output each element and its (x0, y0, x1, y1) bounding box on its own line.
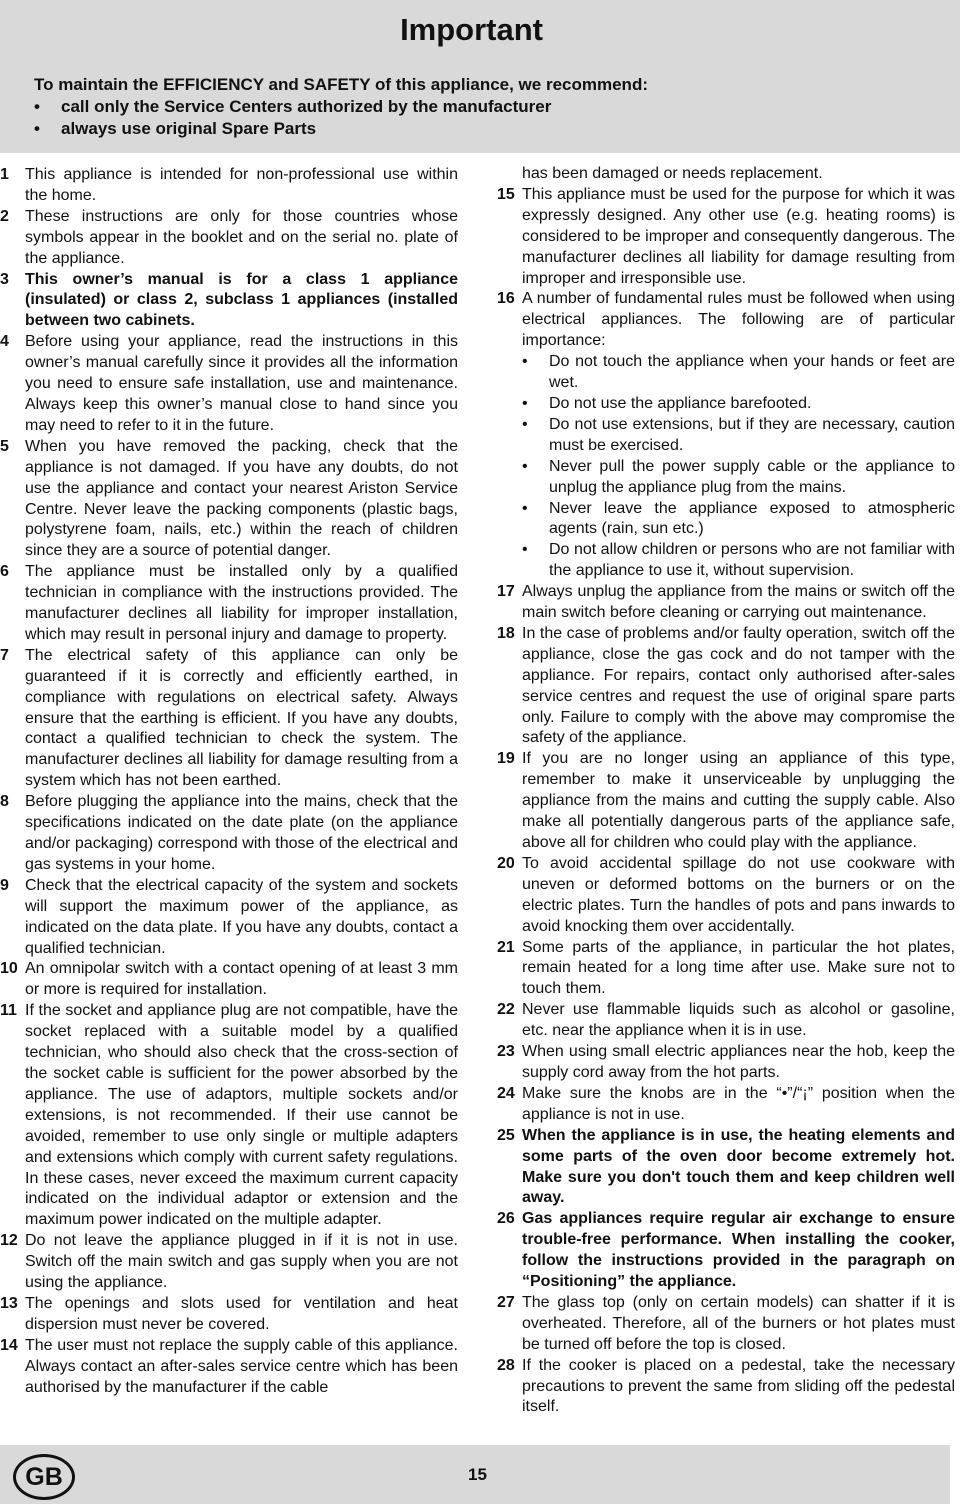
list-item: 17 Always unplug the appliance from the mains or switch off the main switch before cleaning or carrying out maintenance. (497, 583, 955, 622)
list-item: 25 When the appliance is in use, the heating elements and some parts of the oven door become extremely hot. Make sure you don't touch them and keep children well away. (497, 1126, 955, 1207)
list-item: 20 To avoid accidental spillage do not use cookware with uneven or deformed bottoms on the burners or on the electric plates. Turn the handles of pots and pans inwards to avoid knocking them over accidentally. (497, 854, 955, 935)
list-item: 12 Do not leave the appliance plugged in if it is not in use. Switch off the main switch and gas supply when you are not using the appliance. (0, 1232, 458, 1292)
sub-list-item: • Do not allow children or persons who are not familiar with the appliance to use it, without supervision. (522, 541, 955, 580)
bullet-icon: • (522, 353, 528, 371)
sub-list (497, 352, 955, 582)
list-item: 26 Gas appliances require regular air exchange to ensure trouble-free performance. When installing the cooker, follow the instructions provided in the paragraph on “Positioning” the appliance. (497, 1210, 955, 1291)
page-title: Important (400, 12, 543, 47)
list-item-continuation: has been damaged or needs replacement. (522, 165, 823, 182)
list-item: 15 This appliance must be used for the purpose for which it was expressly designed. Any other use (e.g. heating rooms) is considered to be improper and consequently dangerous. The manufacturer declines all liability for damage resulting from improper and irresponsible use. (497, 185, 955, 287)
intro-bullets (34, 96, 960, 140)
page-number: 15 (468, 1465, 487, 1484)
list-item: 5 When you have removed the packing, check that the appliance is not damaged. If you have any doubts, do not use the appliance and contact your nearest Ariston Service Centre. Never leave the packing components (plastic bags, polystyrene foam, nails, etc.) within the reach of children since they are a source of potential danger. (0, 437, 458, 560)
intro-heading: To maintain the EFFICIENCY and SAFETY of this appliance, we recommend: (34, 75, 648, 94)
intro-bullet: • always use original Spare Parts (34, 119, 317, 138)
bullet-icon: • (522, 415, 528, 433)
sub-list-item: • Do not use extensions, but if they are necessary, caution must be exercised. (522, 415, 955, 454)
list-item: 1 This appliance is intended for non-professional use within the home. (0, 166, 458, 204)
bullet-icon: • (522, 541, 528, 559)
list-item: 21 Some parts of the appliance, in particular the hot plates, remain heated for a long time after use. Make sure not to touch them. (497, 938, 955, 998)
bullet-icon: • (522, 394, 528, 412)
sub-list-item: • Do not use the appliance barefooted. (497, 394, 955, 415)
list-item: 19 If you are no longer using an appliance of this type, remember to make it unserviceable by unplugging the appliance from the mains and cutting the supply cable. Also make all potentially dangerous parts of the appliance safe, above all for children who could play with the appliance. (497, 750, 955, 851)
list-item: 18 In the case of problems and/or faulty operation, switch off the appliance, close the gas cock and do not tamper with the appliance. For repairs, contact only authorised after-sales service centres and request the use of original spare parts only. Failure to comply with the above may compromise the safety of the appliance. (497, 624, 955, 747)
intro-box (0, 57, 960, 153)
list-item: 24 Make sure the knobs are in the “•”/“¡” position when the appliance is not in use. (497, 1084, 955, 1123)
bullet-icon: • (34, 97, 40, 116)
left-column (0, 165, 458, 1398)
list-item: 7 The electrical safety of this appliance can only be guaranteed if it is correctly and efficiently earthed, in compliance with regulations on electrical safety. Always ensure that the earthing is efficient. If you have any doubts, contact a qualified technician to check the system. The manufacturer declines all liability for damage resulting from a system which has not been earthed. (0, 646, 458, 790)
list-item: 14 The user must not replace the supply cable of this appliance. Always contact an after-sales service centre which has been authorised by the manufacturer if the cable (0, 1336, 458, 1396)
list-item: 22 Never use flammable liquids such as alcohol or gasoline, etc. near the appliance when it is in use. (497, 1001, 955, 1040)
language-badge: GB (13, 1454, 75, 1500)
list-item: 4 Before using your appliance, read the instructions in this owner’s manual carefully since it provides all the information you need to ensure safe installation, use and maintenance. Always keep this owner’s manual close to hand since you may need to refer to it in the future. (0, 333, 458, 434)
list-item: 9 Check that the electrical capacity of the system and sockets will support the maximum power of the appliance, as indicated on the data plate. If you have any doubts, contact a qualified technician. (0, 876, 458, 957)
list-item: 8 Before plugging the appliance into the mains, check that the specifications indicated on the date plate (on the appliance and/or packaging) correspond with those of the electrical and gas systems in your home. (0, 793, 458, 873)
list-item: 3 This owner’s manual is for a class 1 appliance (insulated) or class 2, subclass 1 appliances (installed between two cabinets. (0, 270, 458, 330)
list-item: 10 An omnipolar switch with a contact opening of at least 3 mm or more is required for installation. (0, 960, 458, 999)
sub-list-item: • Do not touch the appliance when your hands or feet are wet. (522, 353, 955, 392)
sub-list-item: • Never leave the appliance exposed to atmospheric agents (rain, sun etc.) (522, 499, 955, 538)
sub-list-item: • Never pull the power supply cable or the appliance to unplug the appliance plug from the mains. (522, 457, 955, 496)
list-item: 11 If the socket and appliance plug are not compatible, have the socket replaced with a suitable model by a qualified technician, who should also check that the cross-section of the socket cable is sufficient for the power absorbed by the appliance. The use of adaptors, multiple sockets and/or extensions, is not recommended. If their use cannot be avoided, remember to use only single or multiple adapters and extensions which comply with current safety regulations. In these cases, never exceed the maximum current capacity indicated on the individual adaptor or extension and the maximum power indicated on the multiple adapter. (0, 1002, 458, 1229)
bullet-icon: • (34, 119, 40, 138)
list-item: 13 The openings and slots used for ventilation and heat dispersion must never be covered. (0, 1294, 458, 1333)
list-item: 2 These instructions are only for those countries whose symbols appear in the booklet and on the serial no. plate of the appliance. (0, 207, 458, 267)
list-item: 27 The glass top (only on certain models) can shatter if it is overheated. Therefore, all of the burners or hot plates must be turned off before the top is closed. (497, 1293, 955, 1353)
list-item: 28 If the cooker is placed on a pedestal, take the necessary precautions to prevent the same from sliding off the pedestal itself. (497, 1356, 955, 1416)
list-item: 23 When using small electric appliances near the hob, keep the supply cord away from the hot parts. (497, 1043, 955, 1081)
list-item: 6 The appliance must be installed only by a qualified technician in compliance with the instructions provided. The manufacturer declines all liability for improper installation, which may result in personal injury and damage to property. (0, 563, 458, 643)
bullet-icon: • (522, 499, 528, 517)
intro-bullet: • call only the Service Centers authorized by the manufacturer (34, 97, 552, 116)
bullet-icon: • (522, 457, 528, 475)
list-item: 16 A number of fundamental rules must be followed when using electrical appliances. The following are of particular importance: (497, 290, 955, 350)
right-column (497, 164, 955, 1418)
